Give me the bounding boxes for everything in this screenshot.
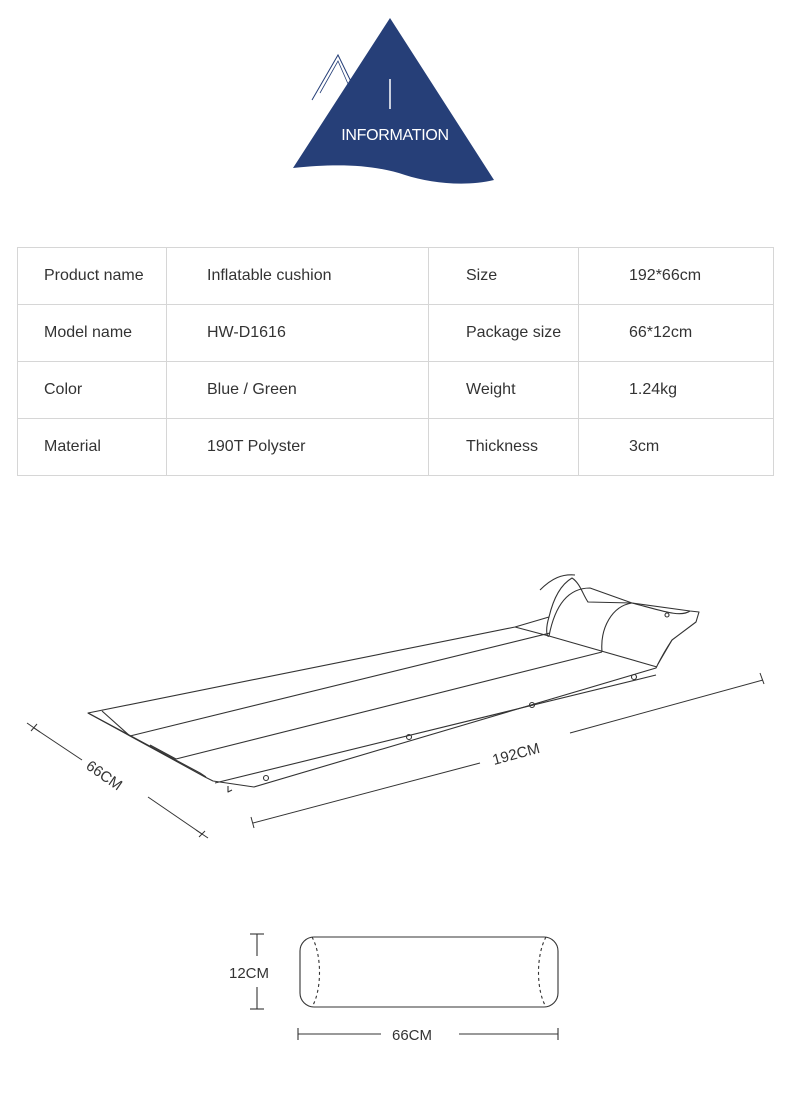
dimension-line xyxy=(148,797,202,834)
rolled-mat-outline xyxy=(300,937,558,1007)
spec-label: Model name xyxy=(18,305,167,362)
spec-value: 190T Polyster xyxy=(167,419,429,476)
spec-label: Material xyxy=(18,419,167,476)
spec-value: Inflatable cushion xyxy=(167,248,429,305)
dimension-line xyxy=(34,728,82,760)
spec-value: 66*12cm xyxy=(579,305,774,362)
spec-label: Thickness xyxy=(429,419,579,476)
spec-label: Weight xyxy=(429,362,579,419)
mat-length-label: 192CM xyxy=(490,739,542,769)
mat-width-label: 66CM xyxy=(82,757,126,795)
spec-value: HW-D1616 xyxy=(167,305,429,362)
spec-label: Product name xyxy=(18,248,167,305)
roll-width-label: 66CM xyxy=(392,1027,433,1044)
spec-label: Color xyxy=(18,362,167,419)
banner-title: INFORMATION xyxy=(341,127,449,144)
spec-value: 192*66cm xyxy=(579,248,774,305)
spec-value: 1.24kg xyxy=(579,362,774,419)
roll-height-label: 12CM xyxy=(229,965,270,982)
spec-value: Blue / Green xyxy=(167,362,429,419)
spec-value: 3cm xyxy=(579,419,774,476)
mat-outline xyxy=(88,578,699,787)
spec-label: Size xyxy=(429,248,579,305)
dimension-line xyxy=(253,763,480,823)
spec-label: Package size xyxy=(429,305,579,362)
dimension-line xyxy=(570,680,763,733)
